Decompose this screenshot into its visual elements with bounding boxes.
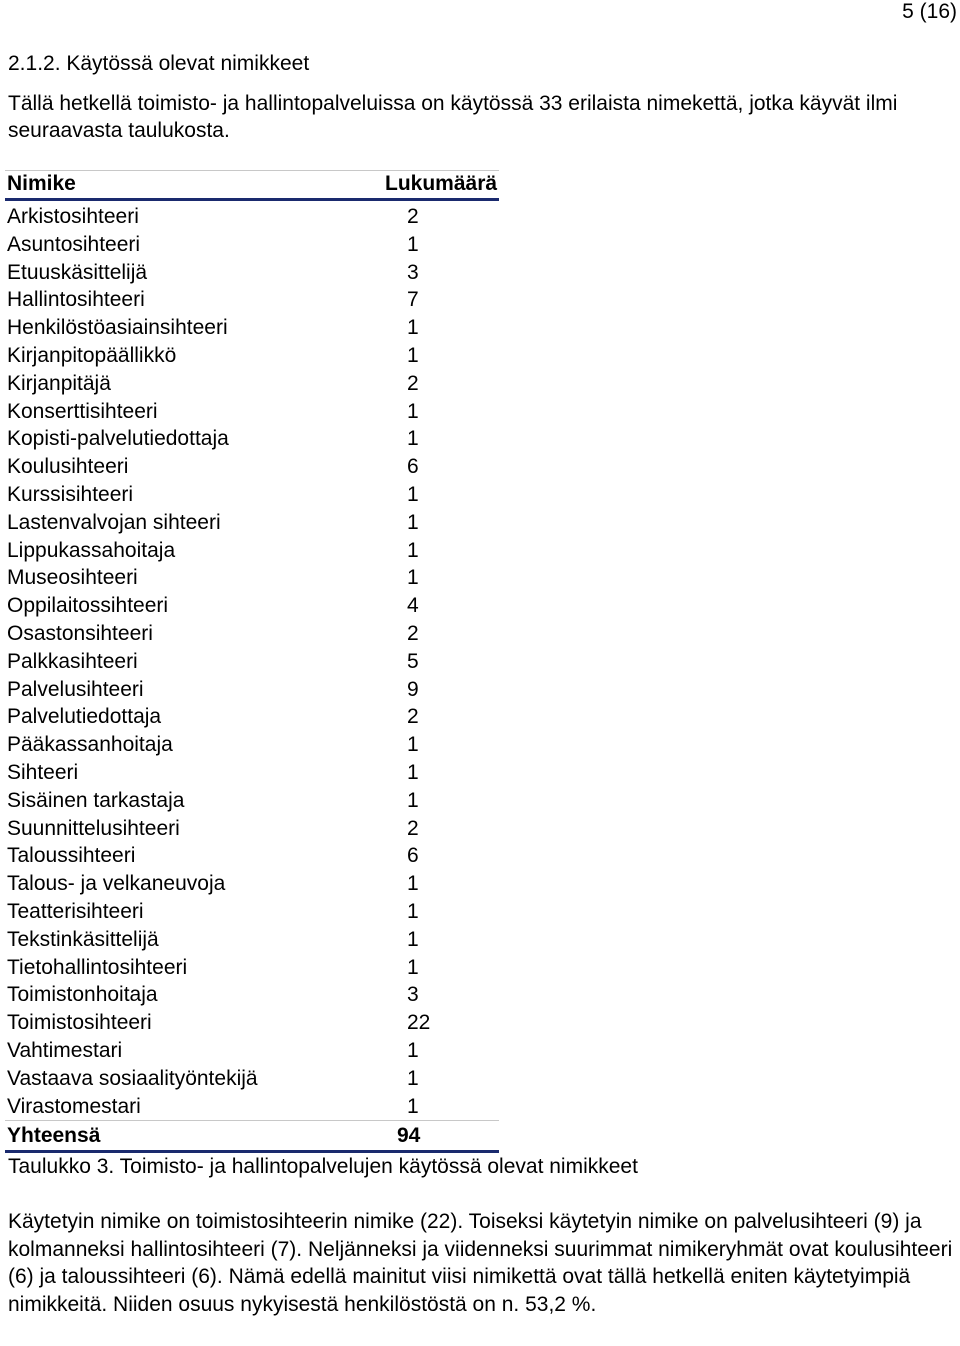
row-count: 4	[407, 594, 419, 618]
row-name: Palvelusihteeri	[7, 677, 144, 701]
row-name: Kirjanpitäjä	[7, 371, 111, 395]
table-row	[5, 509, 499, 537]
row-name: Museosihteeri	[7, 566, 138, 590]
table-row	[5, 231, 499, 259]
row-count: 7	[407, 288, 419, 312]
row-count: 1	[407, 343, 419, 367]
header-name: Nimike	[7, 172, 76, 195]
row-count: 1	[407, 788, 419, 812]
table-caption: Taulukko 3. Toimisto- ja hallintopalvelujen käytössä olevat nimikkeet	[8, 1155, 638, 1178]
table-row	[5, 314, 499, 342]
row-name: Toimistosihteeri	[7, 1011, 152, 1035]
page-number: 5 (16)	[902, 0, 957, 23]
row-name: Sisäinen tarkastaja	[7, 788, 185, 812]
table-row	[5, 592, 499, 620]
row-count: 6	[407, 455, 419, 479]
row-name: Arkistosihteeri	[7, 205, 139, 228]
row-count: 1	[407, 427, 419, 451]
table-row	[5, 1093, 499, 1121]
table-row	[5, 648, 499, 676]
row-count: 1	[407, 872, 419, 896]
table-row	[5, 759, 499, 787]
table-row	[5, 842, 499, 870]
row-name: Sihteeri	[7, 760, 79, 784]
table-row	[5, 425, 499, 453]
row-count: 1	[407, 1038, 419, 1062]
row-count: 5	[407, 649, 419, 673]
row-name: Osastonsihteeri	[7, 621, 153, 645]
row-name: Tekstinkäsittelijä	[7, 927, 159, 951]
row-count: 2	[407, 371, 419, 395]
table-row	[5, 1037, 499, 1065]
row-name: Konserttisihteeri	[7, 399, 158, 423]
row-count: 1	[407, 955, 419, 979]
row-name: Palkkasihteeri	[7, 649, 138, 673]
table-row	[5, 286, 499, 314]
table-row	[5, 370, 499, 398]
table-row	[5, 481, 499, 509]
row-count: 1	[407, 927, 419, 951]
table-row	[5, 564, 499, 592]
table-header-row	[5, 170, 499, 201]
row-count: 1	[407, 510, 419, 534]
table-total-row	[5, 1120, 499, 1153]
row-name: Pääkassanhoitaja	[7, 733, 173, 757]
table-row	[5, 620, 499, 648]
row-count: 22	[407, 1011, 431, 1035]
row-name: Vastaava sosiaalityöntekijä	[7, 1066, 258, 1090]
table-row	[5, 1065, 499, 1093]
section-heading: 2.1.2. Käytössä olevat nimikkeet	[8, 52, 310, 75]
row-name: Suunnittelusihteeri	[7, 816, 180, 840]
row-name: Teatterisihteeri	[7, 899, 144, 923]
row-count: 1	[407, 760, 419, 784]
row-name: Henkilöstöasiainsihteeri	[7, 316, 228, 340]
row-name: Virastomestari	[7, 1094, 141, 1118]
row-name: Lippukassahoitaja	[7, 538, 176, 562]
table-row	[5, 453, 499, 481]
table-row	[5, 898, 499, 926]
row-count: 1	[407, 1094, 419, 1118]
row-name: Vahtimestari	[7, 1038, 123, 1062]
row-count: 2	[407, 205, 419, 228]
row-name: Tietohallintosihteeri	[7, 955, 188, 979]
row-count: 1	[407, 899, 419, 923]
intro-paragraph: Tällä hetkellä toimisto- ja hallintopalveluissa on käytössä 33 erilaista nimekettä, jotka käyvät ilmi seuraavasta taulukosta.	[8, 92, 898, 142]
row-name: Palvelutiedottaja	[7, 705, 162, 729]
row-count: 2	[407, 816, 419, 840]
row-name: Oppilaitossihteeri	[7, 594, 169, 618]
row-count: 1	[407, 399, 419, 423]
row-count: 1	[407, 538, 419, 562]
row-count: 9	[407, 677, 419, 701]
summary-paragraph: Käytetyin nimike on toimistosihteerin nimike (22). Toiseksi käytetyin nimike on palvelusihteeri (9) ja kolmanneksi hallintosihteeri (7). Neljänneksi ja viidenneksi suurimmat nimikeryhmät ovat koulusihteeri (6) ja taloussihteeri (6). Nämä edellä mainitut viisi nimikettä ovat tällä hetkellä eniten käytetyimpiä nimikkeitä. Niiden osuus nykyisestä henkilöstöstä on n. 53,2 %.	[8, 1210, 953, 1316]
table-row	[5, 703, 499, 731]
row-count: 1	[407, 232, 419, 256]
header-count: Lukumäärä	[385, 172, 498, 195]
table-row	[5, 731, 499, 759]
table-row	[5, 203, 499, 231]
row-count: 3	[407, 983, 419, 1007]
row-count: 1	[407, 733, 419, 757]
titles-table	[5, 170, 499, 1153]
total-label: Yhteensä	[7, 1124, 101, 1148]
row-count: 3	[407, 260, 419, 284]
row-name: Talous- ja velkaneuvoja	[7, 872, 226, 896]
table-row	[5, 1009, 499, 1037]
row-name: Lastenvalvojan sihteeri	[7, 510, 221, 534]
row-name: Koulusihteeri	[7, 455, 129, 479]
table-row	[5, 342, 499, 370]
row-name: Taloussihteeri	[7, 844, 136, 868]
row-count: 2	[407, 705, 419, 729]
table-row	[5, 398, 499, 426]
table-row	[5, 926, 499, 954]
table-row	[5, 870, 499, 898]
row-count: 1	[407, 566, 419, 590]
total-count: 94	[397, 1124, 421, 1148]
row-name: Asuntosihteeri	[7, 232, 141, 256]
row-name: Etuuskäsittelijä	[7, 260, 148, 284]
table-row	[5, 259, 499, 287]
table-row	[5, 537, 499, 565]
table-row	[5, 676, 499, 704]
row-count: 1	[407, 482, 419, 506]
row-name: Kurssisihteeri	[7, 482, 134, 506]
row-count: 1	[407, 1066, 419, 1090]
row-name: Kirjanpitopäällikkö	[7, 343, 177, 367]
row-count: 6	[407, 844, 419, 868]
table-row	[5, 787, 499, 815]
table-body	[5, 201, 499, 1120]
row-name: Kopisti-palvelutiedottaja	[7, 427, 229, 451]
row-count: 1	[407, 316, 419, 340]
row-name: Toimistonhoitaja	[7, 983, 158, 1007]
table-row	[5, 954, 499, 982]
table-row	[5, 981, 499, 1009]
table-row	[5, 815, 499, 843]
row-count: 2	[407, 621, 419, 645]
row-name: Hallintosihteeri	[7, 288, 145, 312]
